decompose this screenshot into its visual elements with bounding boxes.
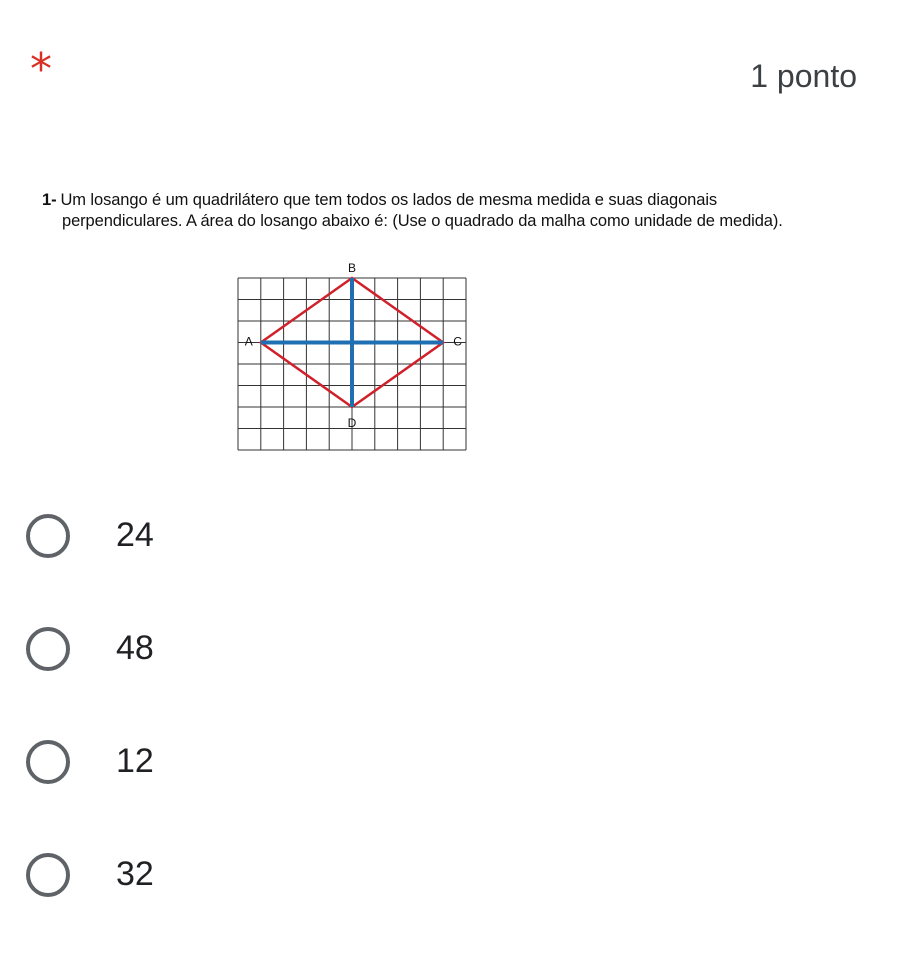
radio-button[interactable] — [26, 514, 70, 558]
radio-button[interactable] — [26, 627, 70, 671]
vertex-label-b: B — [347, 261, 357, 275]
option-label[interactable]: 48 — [116, 629, 154, 667]
question-body: Um losango é um quadrilátero que tem todos os lados de mesma medida e suas diagonais perpendiculares. A área do losango abaixo é: (Use o quadrado da malha como unidade de medida). — [60, 191, 783, 230]
option-12[interactable] — [26, 731, 626, 844]
question-text — [42, 190, 832, 232]
vertex-label-a: A — [244, 334, 253, 349]
required-marker: * — [30, 44, 52, 95]
option-32[interactable] — [26, 844, 626, 957]
diagonals — [261, 278, 443, 407]
option-48[interactable] — [26, 618, 626, 731]
radio-button[interactable] — [26, 740, 70, 784]
vertex-label-c: C — [453, 334, 462, 349]
vertex-label-d: D — [347, 416, 357, 430]
rhombus-grid-svg — [236, 261, 468, 454]
rhombus-figure — [236, 261, 468, 454]
option-label[interactable]: 12 — [116, 742, 154, 780]
option-label[interactable]: 32 — [116, 855, 154, 893]
option-24[interactable] — [26, 505, 626, 618]
answer-options — [26, 505, 626, 957]
points-value: 1 ponto — [750, 58, 857, 94]
question-block — [42, 190, 832, 232]
option-label[interactable]: 24 — [116, 516, 154, 554]
radio-button[interactable] — [26, 853, 70, 897]
question-number: 1- — [42, 191, 57, 209]
